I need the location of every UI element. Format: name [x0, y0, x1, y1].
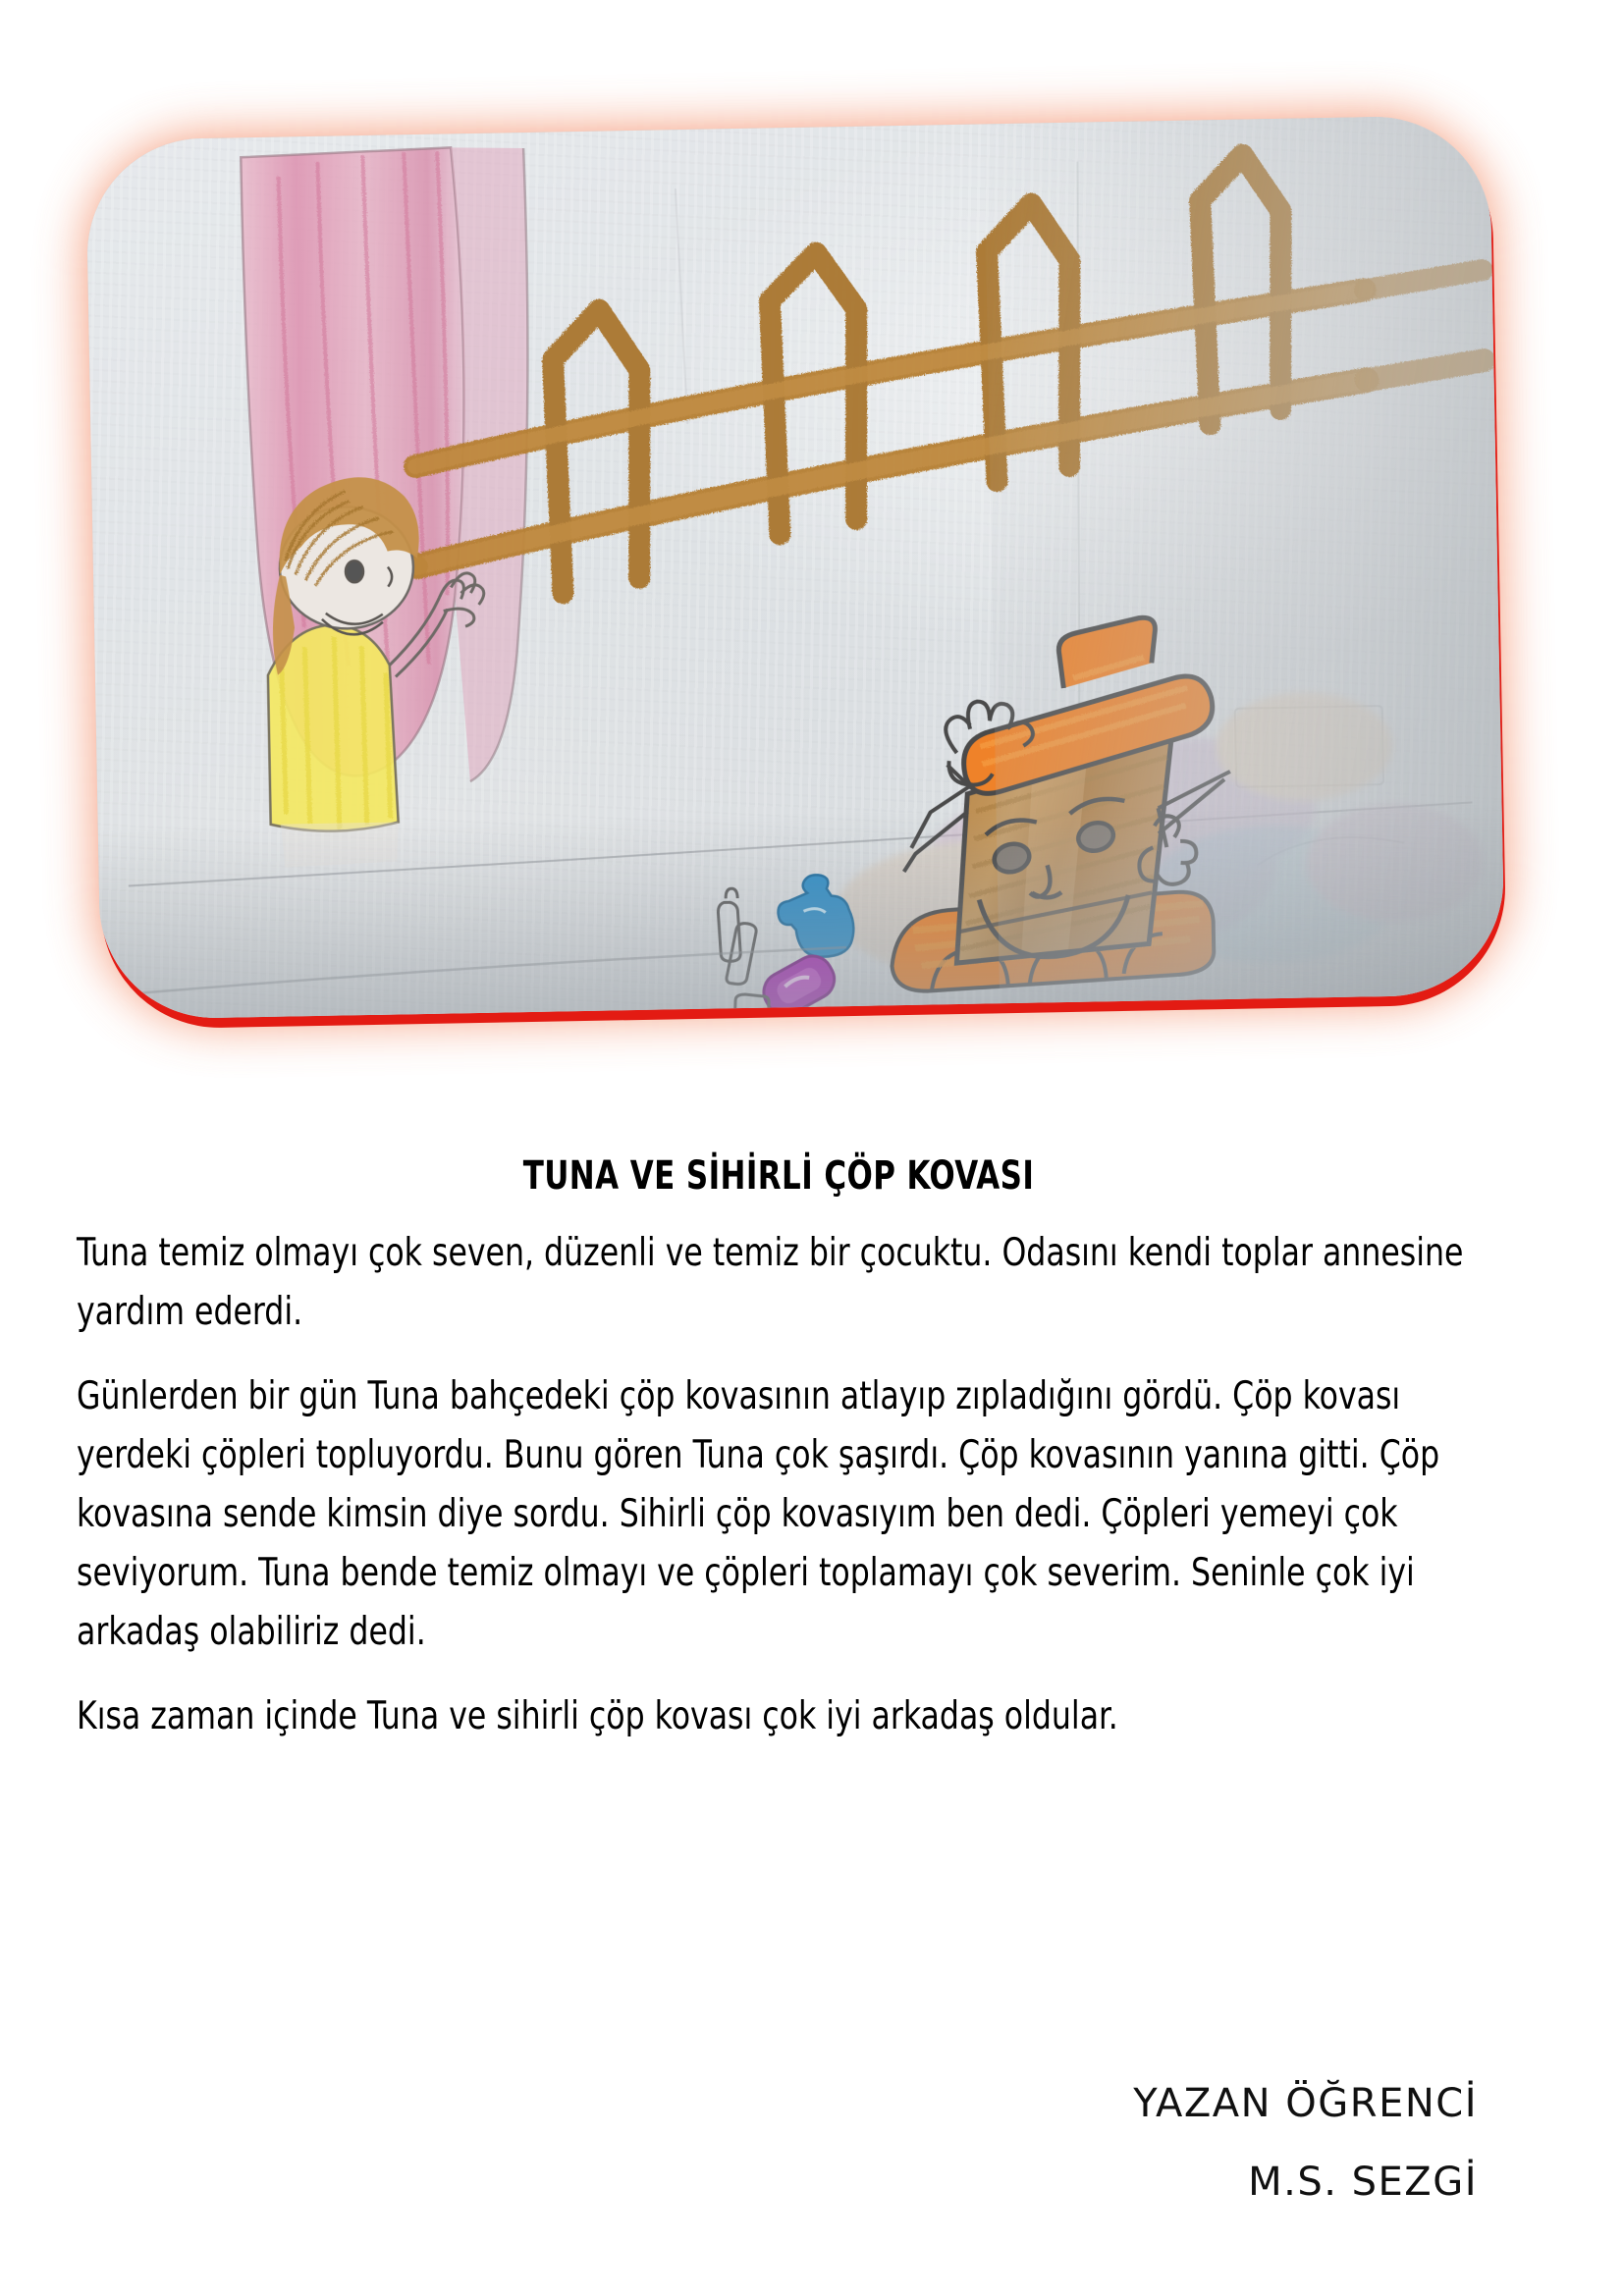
story-title: TUNA VE SİHİRLİ ÇÖP KOVASI: [522, 1153, 1035, 1199]
signature-block: [790, 2081, 1478, 2205]
story-text-block: [77, 1153, 1481, 1772]
child-drawing-photo: [85, 115, 1505, 1020]
story-paragraph-1: Tuna temiz olmayı çok seven, düzenli ve temiz bir çocuktu. Odasını kendi toplar annesine yardım ederdi.: [77, 1231, 1464, 1334]
signature-role: YAZAN ÖĞRENCİ: [1133, 2081, 1478, 2126]
story-paragraph-2: Günlerden bir gün Tuna bahçedeki çöp kovasının atlayıp zıpladığını gördü. Çöp kovası yerdeki çöpleri topluyordu. Bunu gören Tuna çok şaşırdı. Çöp kovasının yanına gitti. Çöp kovasına sende kimsin diye sordu. Sihirli çöp kovasıyım ben dedi. Çöpleri yemeyi çok seviyorum. Tuna bende temiz olmayı ve çöpleri toplamayı çok severim. Seninle çok iyi arkadaş olabiliriz dedi.: [77, 1374, 1440, 1654]
photo-shading-bottom: [98, 801, 1505, 1020]
story-paragraph-3: Kısa zaman içinde Tuna ve sihirli çöp kovası çok iyi arkadaş oldular.: [77, 1694, 1118, 1738]
illustration-figure: [93, 128, 1537, 1109]
signature-name: M.S. SEZGİ: [1248, 2160, 1478, 2205]
